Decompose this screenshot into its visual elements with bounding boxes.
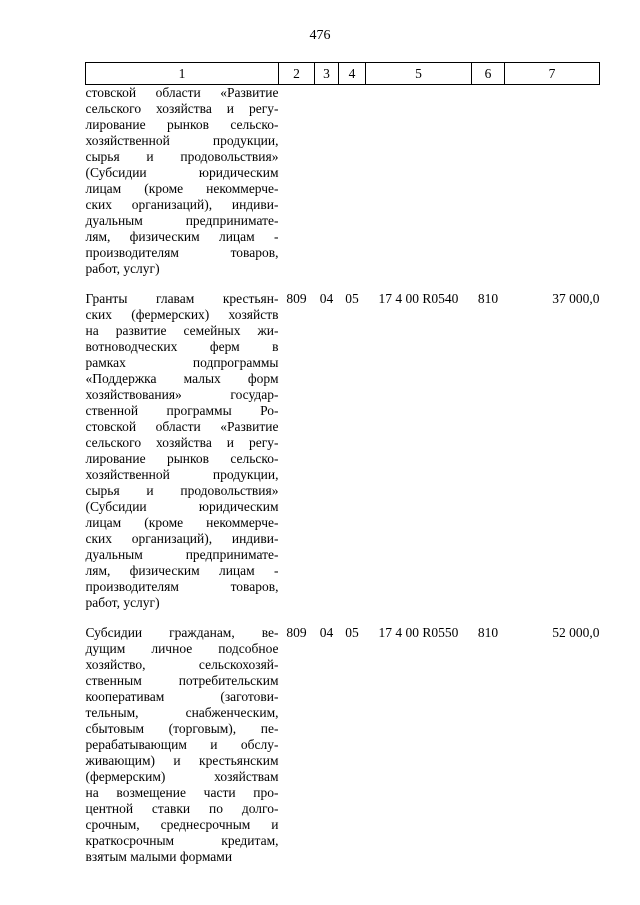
ministry-code: 809 [286, 625, 307, 640]
description-line: тельным, снабженческим, [85, 705, 279, 720]
description-line: ственной программы Ро- [85, 403, 279, 418]
description-line: хозяйственной продукции, [85, 467, 279, 482]
subsection-code [339, 85, 366, 286]
description-line: дуальным предпринимате- [85, 213, 279, 228]
description-line: ских (фермерских) хозяйств [85, 307, 279, 322]
description-line: на возмещение части про- [85, 785, 279, 800]
table-row [86, 85, 600, 286]
description-line: Гранты главам крестьян- [85, 291, 279, 306]
description-line: лицам (кроме некоммерче- [85, 181, 279, 196]
description-line: дущим личное подсобное [85, 641, 279, 656]
description-line: сырья и продовольствия» [85, 483, 279, 498]
expense-type-code: 810 [477, 291, 499, 306]
description-line: на развитие семейных жи- [85, 323, 279, 338]
description-line: рерабатывающим и обслу- [85, 737, 279, 752]
target-article-code: 17 4 00 R0550 [378, 625, 459, 640]
description-line: ских организаций), индиви- [85, 531, 279, 546]
description-line: сбытовым (торговым), пе- [85, 721, 279, 736]
header-col-6: 6 [472, 63, 505, 85]
section-code: 04 [319, 291, 334, 306]
description-line: (фермерским) хозяйствам [85, 769, 279, 784]
description-line: ских организаций), индиви- [85, 197, 279, 212]
description-line: (Субсидии юридическим [85, 499, 279, 514]
header-col-2: 2 [279, 63, 315, 85]
description-line: лям, физическим лицам - [85, 229, 279, 244]
amount-value: 52 000,0 [552, 625, 600, 640]
section-code: 04 [319, 625, 334, 640]
description-line: стовской области «Развитие [85, 85, 279, 100]
amount-value: 37 000,0 [552, 291, 600, 306]
description-line: хозяйство, сельскохозяй- [85, 657, 279, 672]
row-description [86, 85, 279, 286]
description-line: сельского хозяйства и регу- [85, 435, 279, 450]
description-line: «Поддержка малых форм [85, 371, 279, 386]
description-line: краткосрочным кредитам, [85, 833, 279, 848]
description-line: производителям товаров, [85, 245, 279, 260]
description-line: дуальным предпринимате- [85, 547, 279, 562]
description-line: центной ставки по долго- [85, 801, 279, 816]
description-line: Субсидии гражданам, ве- [85, 625, 279, 640]
description-line: стовской области «Развитие [85, 419, 279, 434]
amount-value [505, 85, 600, 286]
description-line: лирование рынков сельско- [85, 117, 279, 132]
table-row [86, 619, 600, 873]
section-code [315, 85, 339, 286]
row-description [86, 619, 279, 873]
description-line: производителям товаров, [85, 579, 279, 594]
header-col-7: 7 [505, 63, 600, 85]
budget-table [85, 62, 600, 873]
row-description [86, 285, 279, 619]
description-line: взятым малыми формами [85, 849, 233, 864]
ministry-code [279, 85, 315, 286]
expense-type-code: 810 [477, 625, 499, 640]
subsection-code: 05 [345, 625, 359, 640]
description-line: живающим) и крестьянским [85, 753, 279, 768]
description-line: лям, физическим лицам - [85, 563, 279, 578]
description-line: рамках подпрограммы [85, 355, 279, 370]
table-body [86, 85, 600, 874]
target-article-code: 17 4 00 R0540 [378, 291, 459, 306]
description-line: кооперативам (заготови- [85, 689, 279, 704]
description-line: ственным потребительским [85, 673, 279, 688]
header-col-5: 5 [366, 63, 472, 85]
description-line: хозяйствования» государ- [85, 387, 279, 402]
subsection-code: 05 [345, 291, 359, 306]
description-line: лицам (кроме некоммерче- [85, 515, 279, 530]
description-line: лирование рынков сельско- [85, 451, 279, 466]
header-col-1: 1 [86, 63, 279, 85]
description-line: (Субсидии юридическим [85, 165, 279, 180]
target-article-code [366, 85, 472, 286]
table-header-row [86, 63, 600, 85]
description-line: сырья и продовольствия» [85, 149, 279, 164]
header-col-4: 4 [339, 63, 366, 85]
description-line: вотноводческих ферм в [85, 339, 279, 354]
page-number: 476 [309, 28, 331, 43]
description-line: работ, услуг) [85, 595, 160, 610]
header-col-3: 3 [315, 63, 339, 85]
table-row [86, 285, 600, 619]
ministry-code: 809 [286, 291, 307, 306]
description-line: хозяйственной продукции, [85, 133, 279, 148]
description-line: работ, услуг) [85, 261, 160, 276]
expense-type-code [472, 85, 505, 286]
description-line: срочным, среднесрочным и [85, 817, 279, 832]
description-line: сельского хозяйства и регу- [85, 101, 279, 116]
